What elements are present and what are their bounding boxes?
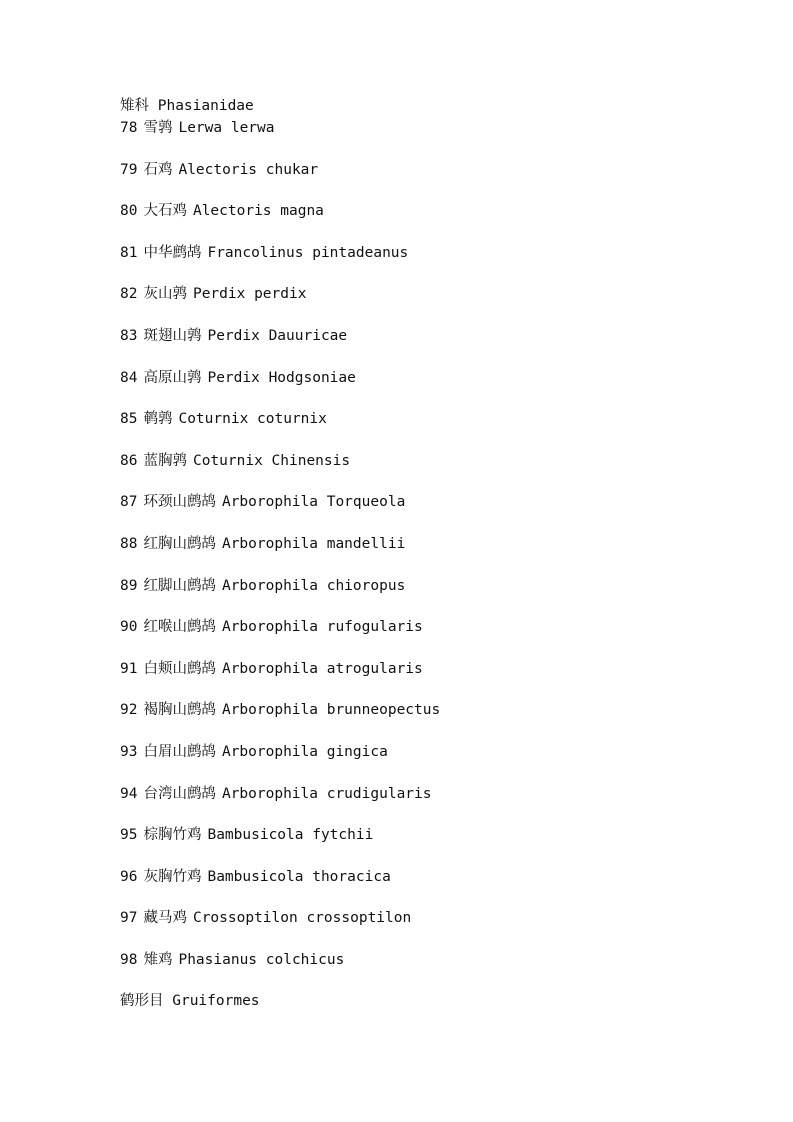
species-chinese-name: 台湾山鹧鸪 bbox=[143, 785, 216, 802]
species-latin-name: Perdix Hodgsoniae bbox=[207, 369, 356, 386]
species-number: 96 bbox=[120, 868, 138, 885]
species-number: 91 bbox=[120, 660, 138, 677]
species-number: 85 bbox=[120, 411, 138, 428]
species-entry bbox=[120, 907, 740, 949]
species-entry bbox=[120, 824, 740, 866]
species-latin-name: Perdix perdix bbox=[192, 286, 307, 303]
species-chinese-name: 雉鸡 bbox=[143, 951, 173, 968]
species-chinese-name: 鹌鹑 bbox=[143, 411, 173, 428]
species-latin-name: Arborophila brunneopectus bbox=[221, 702, 441, 719]
species-chinese-name: 蓝胸鹑 bbox=[143, 452, 187, 469]
species-number: 92 bbox=[120, 702, 138, 719]
species-chinese-name: 环颈山鹧鸪 bbox=[143, 494, 216, 511]
species-chinese-name: 棕胸竹鸡 bbox=[143, 827, 202, 844]
species-entry bbox=[120, 741, 740, 783]
species-latin-name: Arborophila rufogularis bbox=[221, 619, 423, 636]
species-number: 98 bbox=[120, 951, 138, 968]
species-number: 94 bbox=[120, 785, 138, 802]
species-number: 86 bbox=[120, 452, 138, 469]
species-latin-name: Arborophila gingica bbox=[221, 743, 388, 760]
order-heading: 鹤形目 Gruiformes bbox=[120, 993, 260, 1010]
species-number: 83 bbox=[120, 327, 138, 344]
species-number: 87 bbox=[120, 494, 138, 511]
species-latin-name: Coturnix Chinensis bbox=[192, 452, 351, 469]
species-chinese-name: 白颊山鹧鸪 bbox=[143, 660, 216, 677]
species-number: 97 bbox=[120, 910, 138, 927]
species-latin-name: Crossoptilon crossoptilon bbox=[192, 910, 412, 927]
species-latin-name: Lerwa lerwa bbox=[178, 120, 275, 136]
species-latin-name: Arborophila chioropus bbox=[221, 577, 406, 594]
species-number: 93 bbox=[120, 743, 138, 760]
species-entry bbox=[120, 658, 740, 700]
species-latin-name: Alectoris chukar bbox=[178, 161, 319, 178]
species-number: 82 bbox=[120, 286, 138, 303]
species-latin-name: Perdix Dauuricae bbox=[207, 327, 348, 344]
species-chinese-name: 红胸山鹧鸪 bbox=[143, 535, 216, 552]
species-number: 88 bbox=[120, 535, 138, 552]
species-entry bbox=[120, 783, 740, 825]
species-latin-name: Bambusicola thoracica bbox=[207, 868, 391, 885]
species-latin-name: Arborophila mandellii bbox=[221, 535, 406, 552]
species-chinese-name: 灰山鹑 bbox=[143, 286, 187, 303]
species-entry bbox=[120, 367, 740, 409]
species-list bbox=[120, 117, 740, 990]
species-chinese-name: 藏马鸡 bbox=[143, 910, 187, 927]
species-chinese-name: 白眉山鹧鸪 bbox=[143, 743, 216, 760]
species-number: 78 bbox=[120, 120, 138, 136]
species-chinese-name: 高原山鹑 bbox=[143, 369, 202, 386]
species-latin-name: Coturnix coturnix bbox=[178, 411, 327, 428]
species-number: 79 bbox=[120, 161, 138, 178]
species-chinese-name: 石鸡 bbox=[143, 161, 173, 178]
species-number: 80 bbox=[120, 203, 138, 220]
species-entry bbox=[120, 616, 740, 658]
family-heading: 雉科 Phasianidae bbox=[120, 98, 254, 114]
species-entry bbox=[120, 533, 740, 575]
species-chinese-name: 大石鸡 bbox=[143, 203, 187, 220]
species-chinese-name: 灰胸竹鸡 bbox=[143, 868, 202, 885]
species-entry bbox=[120, 949, 740, 991]
document-content bbox=[120, 96, 740, 1012]
species-entry bbox=[120, 866, 740, 908]
species-latin-name: Phasianus colchicus bbox=[178, 951, 345, 968]
species-number: 81 bbox=[120, 244, 138, 261]
species-chinese-name: 斑翅山鹑 bbox=[143, 327, 202, 344]
species-latin-name: Arborophila Torqueola bbox=[221, 494, 406, 511]
species-entry bbox=[120, 242, 740, 284]
species-latin-name: Arborophila atrogularis bbox=[221, 660, 423, 677]
species-latin-name: Alectoris magna bbox=[192, 203, 324, 220]
species-chinese-name: 中华鹧鸪 bbox=[143, 244, 202, 261]
species-entry bbox=[120, 283, 740, 325]
species-entry bbox=[120, 408, 740, 450]
species-entry bbox=[120, 117, 740, 159]
species-number: 89 bbox=[120, 577, 138, 594]
species-entry bbox=[120, 491, 740, 533]
species-chinese-name: 雪鹑 bbox=[143, 120, 173, 136]
species-entry bbox=[120, 200, 740, 242]
species-entry bbox=[120, 450, 740, 492]
species-number: 84 bbox=[120, 369, 138, 386]
species-latin-name: Arborophila crudigularis bbox=[221, 785, 432, 802]
species-latin-name: Francolinus pintadeanus bbox=[207, 244, 409, 261]
species-chinese-name: 红喉山鹧鸪 bbox=[143, 619, 216, 636]
species-entry bbox=[120, 699, 740, 741]
species-entry bbox=[120, 325, 740, 367]
species-latin-name: Bambusicola fytchii bbox=[207, 827, 374, 844]
species-chinese-name: 褐胸山鹧鸪 bbox=[143, 702, 216, 719]
species-chinese-name: 红脚山鹧鸪 bbox=[143, 577, 216, 594]
species-number: 95 bbox=[120, 827, 138, 844]
species-entry bbox=[120, 159, 740, 201]
species-entry bbox=[120, 575, 740, 617]
species-number: 90 bbox=[120, 619, 138, 636]
